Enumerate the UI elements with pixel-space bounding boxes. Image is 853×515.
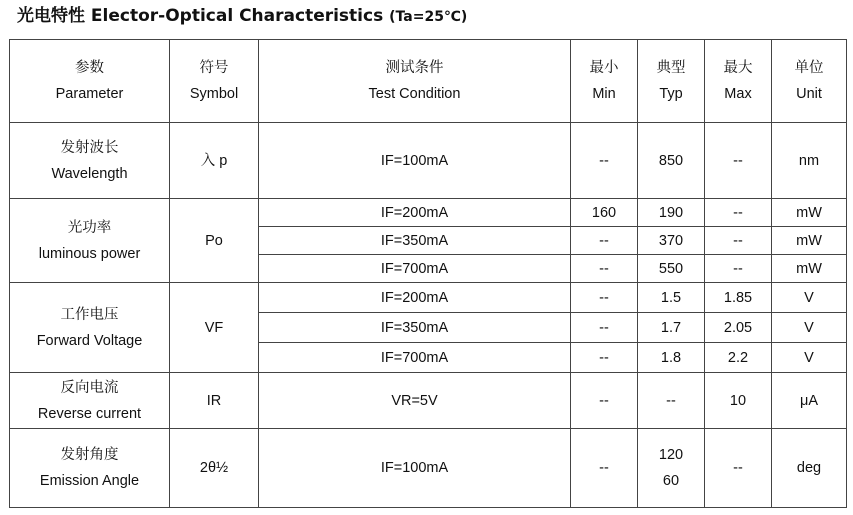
min-reverse: -- <box>571 373 638 429</box>
header-symbol <box>170 40 259 123</box>
header-unit <box>772 40 847 123</box>
header-typ-en: Typ <box>659 86 683 102</box>
row-luminous-1 <box>10 199 847 227</box>
param-luminous <box>10 199 170 283</box>
title-condition: (Ta=25℃) <box>389 9 468 25</box>
unit-luminous-3: mW <box>772 255 847 283</box>
header-typ-zh: 典型 <box>656 60 686 76</box>
symbol-forward: VF <box>170 283 259 373</box>
row-reverse <box>10 373 847 429</box>
typ-angle-2: 60 <box>662 473 680 489</box>
param-reverse <box>10 373 170 429</box>
min-luminous-2: -- <box>571 227 638 255</box>
unit-luminous-2: mW <box>772 227 847 255</box>
header-parameter-zh: 参数 <box>75 60 104 76</box>
header-condition-zh: 测试条件 <box>385 60 444 76</box>
condition-wavelength: IF=100mA <box>259 123 571 199</box>
max-angle: -- <box>705 429 772 508</box>
max-luminous-2: -- <box>705 227 772 255</box>
min-angle: -- <box>571 429 638 508</box>
unit-wavelength: nm <box>772 123 847 199</box>
param-forward-zh: 工作电压 <box>60 306 119 323</box>
param-forward <box>10 283 170 373</box>
max-reverse: 10 <box>705 373 772 429</box>
typ-luminous-2: 370 <box>638 227 705 255</box>
symbol-wavelength: 入 p <box>170 123 259 199</box>
header-condition <box>259 40 571 123</box>
param-wavelength-en: Wavelength <box>51 165 128 182</box>
param-luminous-en: luminous power <box>38 245 141 262</box>
row-angle <box>10 429 847 508</box>
condition-reverse: VR=5V <box>259 373 571 429</box>
header-max <box>705 40 772 123</box>
header-symbol-en: Symbol <box>189 86 239 102</box>
symbol-reverse: IR <box>170 373 259 429</box>
max-forward-1: 1.85 <box>705 283 772 313</box>
param-luminous-zh: 光功率 <box>67 219 112 236</box>
header-parameter-en: Parameter <box>55 86 124 102</box>
row-forward-1 <box>10 283 847 313</box>
unit-reverse: μA <box>772 373 847 429</box>
typ-wavelength: 850 <box>638 123 705 199</box>
param-forward-en: Forward Voltage <box>36 332 143 349</box>
title-en: Elector-Optical Characteristics <box>90 6 384 26</box>
characteristics-table <box>9 39 847 508</box>
param-wavelength-zh: 发射波长 <box>60 139 119 156</box>
condition-forward-3: IF=700mA <box>259 343 571 373</box>
header-max-zh: 最大 <box>723 60 753 76</box>
header-typ <box>638 40 705 123</box>
page-title <box>17 4 467 28</box>
header-unit-zh: 单位 <box>794 60 824 76</box>
param-angle-en: Emission Angle <box>39 473 140 489</box>
max-forward-3: 2.2 <box>705 343 772 373</box>
condition-forward-1: IF=200mA <box>259 283 571 313</box>
min-forward-2: -- <box>571 313 638 343</box>
condition-angle: IF=100mA <box>259 429 571 508</box>
min-forward-3: -- <box>571 343 638 373</box>
unit-forward-2: V <box>772 313 847 343</box>
min-wavelength: -- <box>571 123 638 199</box>
typ-forward-1: 1.5 <box>638 283 705 313</box>
min-luminous-3: -- <box>571 255 638 283</box>
header-min-en: Min <box>592 86 616 102</box>
symbol-angle: 2θ½ <box>170 429 259 508</box>
unit-forward-1: V <box>772 283 847 313</box>
min-luminous-1: 160 <box>571 199 638 227</box>
condition-luminous-3: IF=700mA <box>259 255 571 283</box>
param-angle <box>10 429 170 508</box>
min-forward-1: -- <box>571 283 638 313</box>
header-min <box>571 40 638 123</box>
typ-luminous-3: 550 <box>638 255 705 283</box>
param-wavelength <box>10 123 170 199</box>
param-reverse-zh: 反向电流 <box>60 379 119 396</box>
unit-forward-3: V <box>772 343 847 373</box>
typ-reverse: -- <box>638 373 705 429</box>
title-zh: 光电特性 <box>17 6 85 26</box>
header-min-zh: 最小 <box>589 60 619 76</box>
row-wavelength <box>10 123 847 199</box>
header-max-en: Max <box>724 86 752 102</box>
typ-angle <box>638 429 705 508</box>
param-reverse-en: Reverse current <box>37 405 142 422</box>
unit-luminous-1: mW <box>772 199 847 227</box>
symbol-luminous: Po <box>170 199 259 283</box>
header-symbol-zh: 符号 <box>199 60 229 76</box>
typ-forward-2: 1.7 <box>638 313 705 343</box>
max-luminous-1: -- <box>705 199 772 227</box>
max-luminous-3: -- <box>705 255 772 283</box>
param-angle-zh: 发射角度 <box>60 447 119 463</box>
header-condition-en: Test Condition <box>368 86 461 102</box>
condition-luminous-1: IF=200mA <box>259 199 571 227</box>
header-row <box>10 40 847 123</box>
max-forward-2: 2.05 <box>705 313 772 343</box>
max-wavelength: -- <box>705 123 772 199</box>
header-parameter <box>10 40 170 123</box>
typ-angle-1: 120 <box>658 447 684 463</box>
header-unit-en: Unit <box>796 86 822 102</box>
condition-luminous-2: IF=350mA <box>259 227 571 255</box>
condition-forward-2: IF=350mA <box>259 313 571 343</box>
typ-luminous-1: 190 <box>638 199 705 227</box>
unit-angle: deg <box>772 429 847 508</box>
typ-forward-3: 1.8 <box>638 343 705 373</box>
